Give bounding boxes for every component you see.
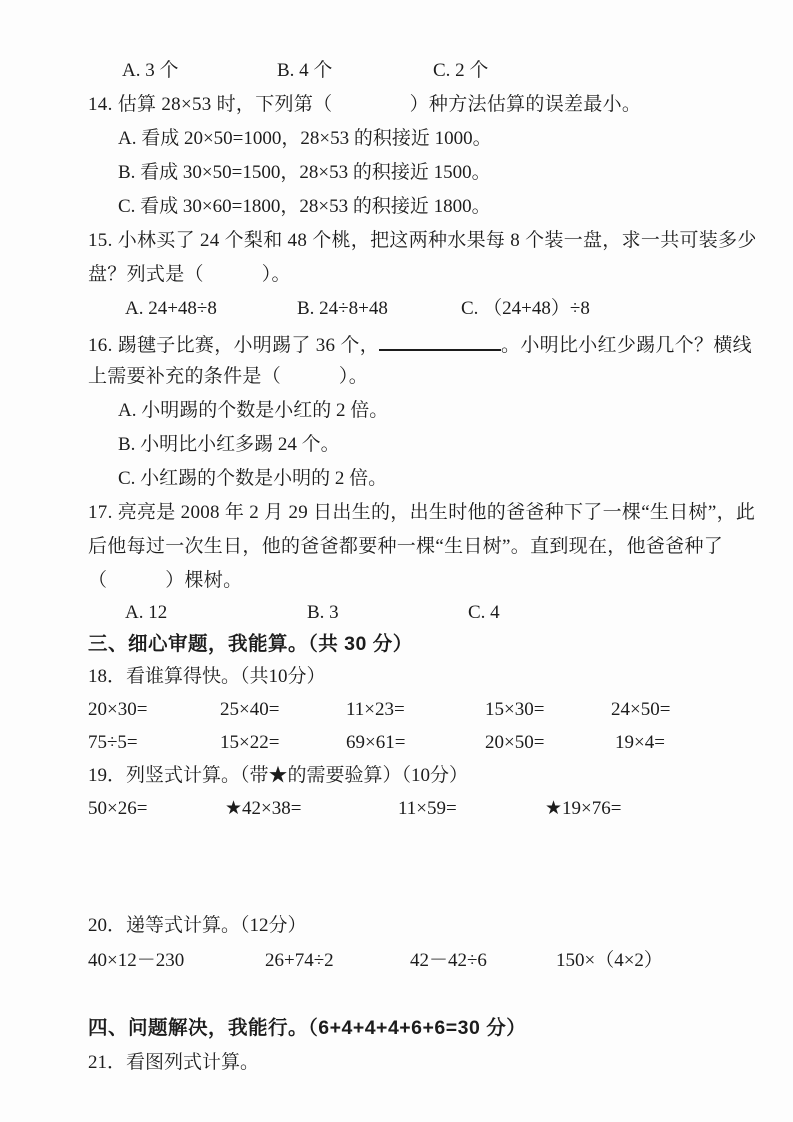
q18-problem: 75÷5= — [88, 732, 138, 753]
q18-problem: 20×50= — [485, 732, 545, 753]
q20-problems-row — [0, 948, 793, 973]
q18-problem: 15×30= — [485, 699, 545, 720]
q14-option-a: A. 看成 20×50=1000，28×53 的积接近 1000。 — [118, 128, 492, 149]
question-17-line3: （ ）棵树。 — [88, 570, 243, 591]
q15-options-row — [0, 296, 793, 321]
q19-problem: 11×59= — [398, 798, 457, 819]
q18-problems-row1 — [0, 697, 793, 722]
q16-fill-blank-line — [379, 330, 501, 351]
q20-problem: 150×（4×2） — [556, 950, 663, 971]
q18-problems-row2 — [0, 730, 793, 755]
q16-option-b: B. 小明比小红多踢 24 个。 — [118, 434, 340, 455]
q20-problem: 40×12－230 — [88, 950, 185, 971]
q18-problem: 20×30= — [88, 699, 148, 720]
q19-problem: 50×26= — [88, 798, 148, 819]
question-20-stem: 20．递等式计算。（12分） — [88, 915, 307, 936]
q14-option-c: C. 看成 30×60=1800，28×53 的积接近 1800。 — [118, 196, 491, 217]
question-17-line2: 后他每过一次生日，他的爸爸都要种一棵“生日树”。直到现在，他爸爸种了 — [88, 536, 724, 557]
q16-text-after-blank: 。小明比小红少踢几个？横线 — [501, 335, 752, 356]
q19-problem-starred: ★19×76= — [545, 798, 622, 819]
question-19-stem: 19．列竖式计算。（带★的需要验算）（10分） — [88, 765, 469, 786]
q15-option-b: B. 24÷8+48 — [297, 298, 388, 319]
q16-option-a: A. 小明踢的个数是小红的 2 倍。 — [118, 400, 389, 421]
question-16-line2: 上需要补充的条件是（ ）。 — [88, 366, 369, 387]
section-3-heading: 三、细心审题，我能算。（共 30 分） — [88, 633, 413, 655]
q13-option-c: C. 2 个 — [433, 60, 489, 81]
question-17-line1: 17. 亮亮是 2008 年 2 月 29 日出生的，出生时他的爸爸种下了一棵“生日树”，此 — [88, 502, 756, 523]
question-15-line2: 盘？列式是（ ）。 — [88, 264, 291, 285]
q18-problem: 25×40= — [220, 699, 280, 720]
q17-option-b: B. 3 — [307, 602, 339, 623]
q20-problem: 26+74÷2 — [265, 950, 334, 971]
q15-option-c: C. （24+48）÷8 — [461, 298, 590, 319]
q17-option-a: A. 12 — [125, 602, 168, 623]
question-16-line1 — [88, 330, 752, 358]
q17-options-row — [0, 600, 793, 625]
q13-option-a: A. 3 个 — [122, 60, 179, 81]
q16-text-before-blank: 16. 踢毽子比赛，小明踢了 36 个， — [88, 335, 380, 356]
section-4-heading: 四、问题解决，我能行。（6+4+4+4+6+6=30 分） — [88, 1017, 527, 1039]
q19-problem-starred: ★42×38= — [225, 798, 302, 819]
q18-problem: 15×22= — [220, 732, 280, 753]
q18-problem: 19×4= — [615, 732, 665, 753]
q20-problem: 42－42÷6 — [410, 950, 487, 971]
question-15-line1: 15. 小林买了 24 个梨和 48 个桃，把这两种水果每 8 个装一盘，求一共可装多少 — [88, 230, 757, 251]
q13-options-row — [0, 58, 793, 83]
q14-option-b: B. 看成 30×50=1500，28×53 的积接近 1500。 — [118, 162, 491, 183]
q19-problems-row — [0, 796, 793, 821]
q18-problem: 24×50= — [611, 699, 671, 720]
q16-option-c: C. 小红踢的个数是小明的 2 倍。 — [118, 468, 388, 489]
question-21-stem: 21．看图列式计算。 — [88, 1052, 260, 1073]
q15-option-a: A. 24+48÷8 — [125, 298, 217, 319]
q13-option-b: B. 4 个 — [277, 60, 333, 81]
question-18-stem: 18．看谁算得快。（共10分） — [88, 666, 326, 687]
q17-option-c: C. 4 — [468, 602, 500, 623]
q18-problem: 69×61= — [346, 732, 406, 753]
question-14-stem: 14. 估算 28×53 时，下列第（ ）种方法估算的误差最小。 — [88, 94, 642, 115]
q18-problem: 11×23= — [346, 699, 405, 720]
